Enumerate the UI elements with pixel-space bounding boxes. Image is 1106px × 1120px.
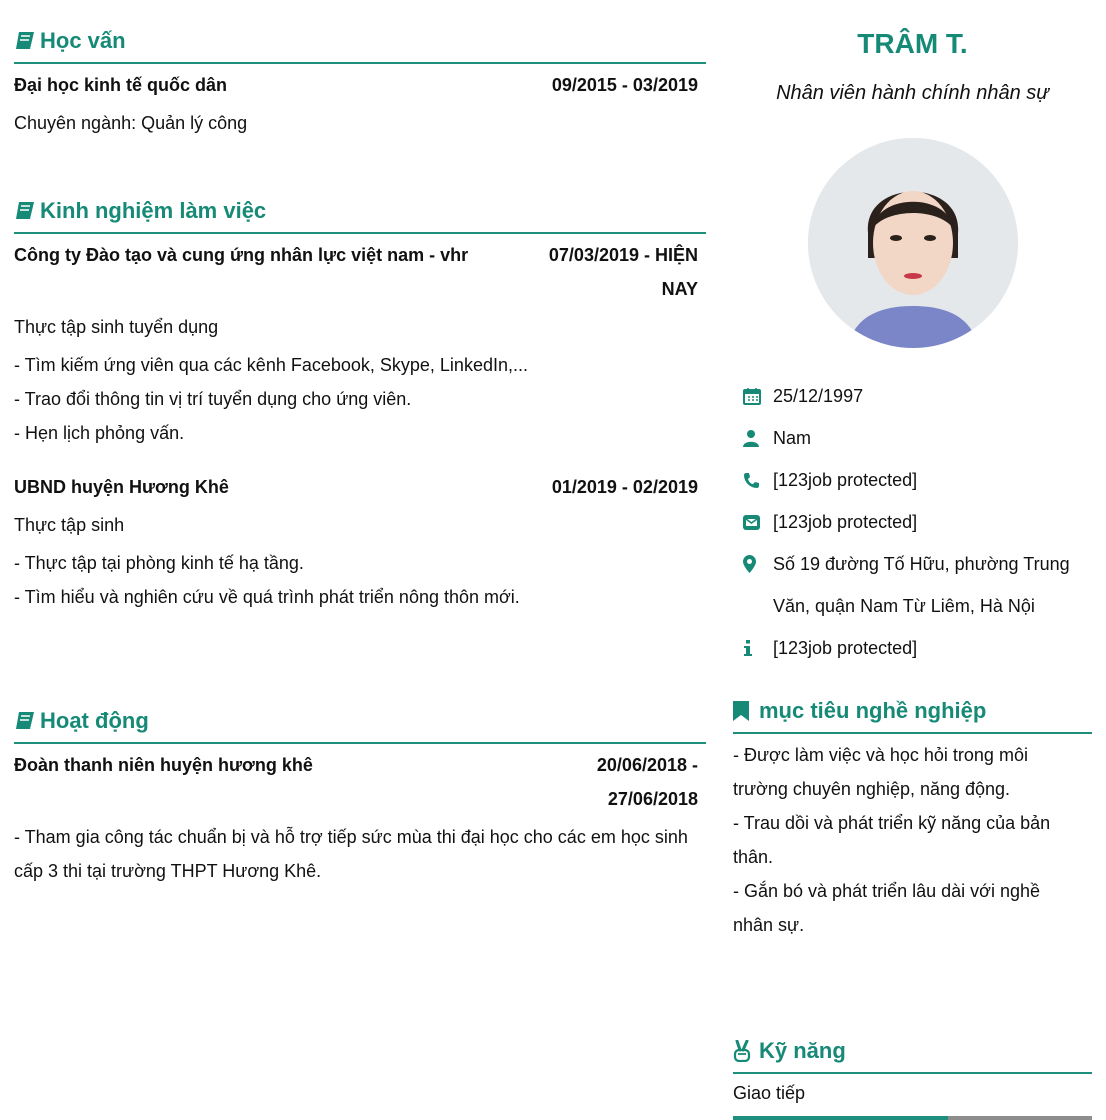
book-icon <box>14 31 35 51</box>
phone-icon <box>743 459 773 501</box>
job-bullet: - Tìm kiếm ứng viên qua các kênh Facebook, Skype, LinkedIn,... <box>14 355 528 375</box>
candidate-job-title: Nhân viên hành chính nhân sự <box>776 82 1049 104</box>
contact-birthday: 25/12/1997 <box>733 375 1093 417</box>
job-bullet: - Tìm hiểu và nghiên cứu về quá trình phát triển nông thôn mới. <box>14 587 520 607</box>
company-name: Công ty Đào tạo và cung ứng nhân lực việt nam - vhr <box>14 245 469 265</box>
bookmark-icon <box>733 701 749 721</box>
objective-line: - Được làm việc và học hỏi trong môi trường chuyên nghiệp, năng động. <box>733 745 1028 799</box>
contact-address: Số 19 đường Tố Hữu, phường Trung Văn, quận Nam Từ Liêm, Hà Nội <box>733 543 1093 627</box>
education-item <box>14 68 698 102</box>
activity-date: 20/06/2018 - 27/06/2018 <box>596 755 698 809</box>
candidate-name: TRÂM T. <box>857 28 968 59</box>
user-icon <box>743 417 773 459</box>
activities-section <box>14 706 706 888</box>
skills-section <box>733 1036 1092 1110</box>
section-title-skills: Kỹ năng <box>733 1036 1092 1066</box>
contact-email: [123job protected] <box>733 501 1093 543</box>
experience-date: 07/03/2019 - HIỆN NAY <box>548 245 698 299</box>
objective-line: - Trau dồi và phát triển kỹ năng của bản thân. <box>733 813 1051 867</box>
job-role: Thực tập sinh <box>14 515 125 535</box>
experience-item-2 <box>14 470 698 504</box>
section-title-education: Học vấn <box>14 26 706 56</box>
company-name: UBND huyện Hương Khê <box>14 477 229 497</box>
activity-org: Đoàn thanh niên huyện hương khê <box>14 755 313 775</box>
calendar-icon <box>743 375 773 417</box>
objective-section <box>733 696 1092 942</box>
contact-phone: [123job protected] <box>733 459 1093 501</box>
section-divider <box>733 732 1092 734</box>
contact-info: [123job protected] <box>733 627 1093 669</box>
contact-gender: Nam <box>733 417 1093 459</box>
skill-level-fill <box>733 1116 948 1120</box>
info-icon <box>743 627 773 669</box>
skill-level-bar <box>733 1116 1092 1120</box>
job-role: Thực tập sinh tuyển dụng <box>14 317 219 337</box>
section-divider <box>14 742 706 744</box>
objective-line: - Gắn bó và phát triển lâu dài với nghề nhân sự. <box>733 881 1040 935</box>
school-name: Đại học kinh tế quốc dân <box>14 75 228 95</box>
job-bullet: - Thực tập tại phòng kinh tế hạ tầng. <box>14 553 304 573</box>
activity-item <box>14 748 698 816</box>
section-divider <box>14 232 706 234</box>
envelope-icon <box>743 501 773 543</box>
section-title-objective: mục tiêu nghề nghiệp <box>733 696 1092 726</box>
job-bullet: - Trao đổi thông tin vị trí tuyển dụng cho ứng viên. <box>14 389 412 409</box>
job-bullet: - Hẹn lịch phỏng vấn. <box>14 423 185 443</box>
book-icon <box>14 201 35 221</box>
section-divider <box>733 1072 1092 1074</box>
map-marker-icon <box>743 543 773 585</box>
education-section <box>14 26 706 140</box>
education-major: Chuyên ngành: Quản lý công <box>14 113 248 133</box>
section-divider <box>14 62 706 64</box>
victory-hand-icon <box>733 1040 751 1062</box>
section-title-experience: Kinh nghiệm làm việc <box>14 196 706 226</box>
experience-item-1 <box>14 238 698 306</box>
skill-name: Giao tiếp <box>733 1083 806 1103</box>
avatar <box>808 138 1018 348</box>
education-date: 09/2015 - 03/2019 <box>551 75 698 95</box>
book-icon <box>14 711 35 731</box>
experience-date: 01/2019 - 02/2019 <box>551 477 698 497</box>
avatar-photo <box>808 138 1018 348</box>
section-title-activities: Hoạt động <box>14 706 706 736</box>
experience-section <box>14 196 706 614</box>
right-column <box>733 0 1092 1120</box>
activity-detail: - Tham gia công tác chuẩn bị và hỗ trợ tiếp sức mùa thi đại học cho các em học sinh cấp 3 thi tại trường THPT Hương Khê. <box>14 827 688 881</box>
